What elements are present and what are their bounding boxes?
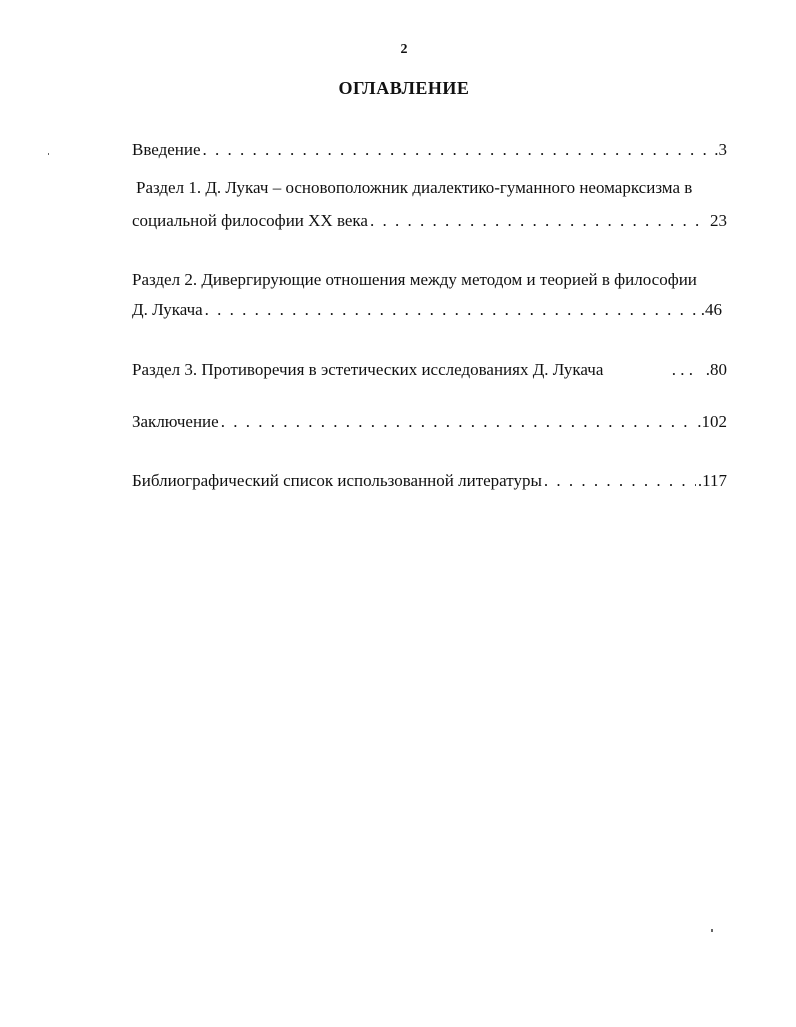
toc-entry-section-3 <box>132 359 727 381</box>
page-number: 2 <box>400 42 408 57</box>
toc-entry-page: 23 <box>710 211 727 230</box>
toc-entry-section-2-line1 <box>132 269 727 291</box>
toc-entry-introduction <box>132 139 727 161</box>
page-title: ОГЛАВЛЕНИЕ <box>338 78 470 98</box>
toc-entry-conclusion <box>132 411 727 433</box>
dot-leader <box>205 299 699 321</box>
scan-artifact <box>711 929 713 932</box>
toc-entry-page: .46 <box>700 300 722 319</box>
toc-entry-section-2-line2 <box>132 299 722 321</box>
toc-entry-label: Раздел 3. Противоречия в эстетических исследованиях Д. Лукача <box>132 360 604 379</box>
toc-entry-label: Раздел 2. Дивергирующие отношения между методом и теорией в философии <box>132 270 697 289</box>
toc-entry-section-1-line2 <box>132 210 727 232</box>
toc-entry-section-1-line1 <box>136 177 727 199</box>
toc-entry-label: Введение <box>132 140 201 159</box>
scan-artifact <box>48 153 49 155</box>
dot-leader <box>544 470 696 492</box>
dot-leader <box>221 411 696 433</box>
toc-entry-page: .3 <box>714 140 727 159</box>
toc-entry-label: Раздел 1. Д. Лукач – основоположник диалектико-гуманного неомарксизма в <box>136 178 693 197</box>
toc-entry-label: Библиографический список использованной литературы <box>132 471 542 490</box>
toc-entry-page: .117 <box>697 471 727 490</box>
toc-entry-label: социальной философии XX века <box>132 211 368 230</box>
dot-leader <box>203 139 713 161</box>
toc-entry-page: . . . .80 <box>671 360 727 379</box>
toc-entry-label: Д. Лукача <box>132 300 203 319</box>
dot-leader <box>370 210 708 232</box>
toc-entry-page: .102 <box>697 412 727 431</box>
toc-entry-label: Заключение <box>132 412 219 431</box>
toc-entry-bibliography <box>132 470 727 492</box>
